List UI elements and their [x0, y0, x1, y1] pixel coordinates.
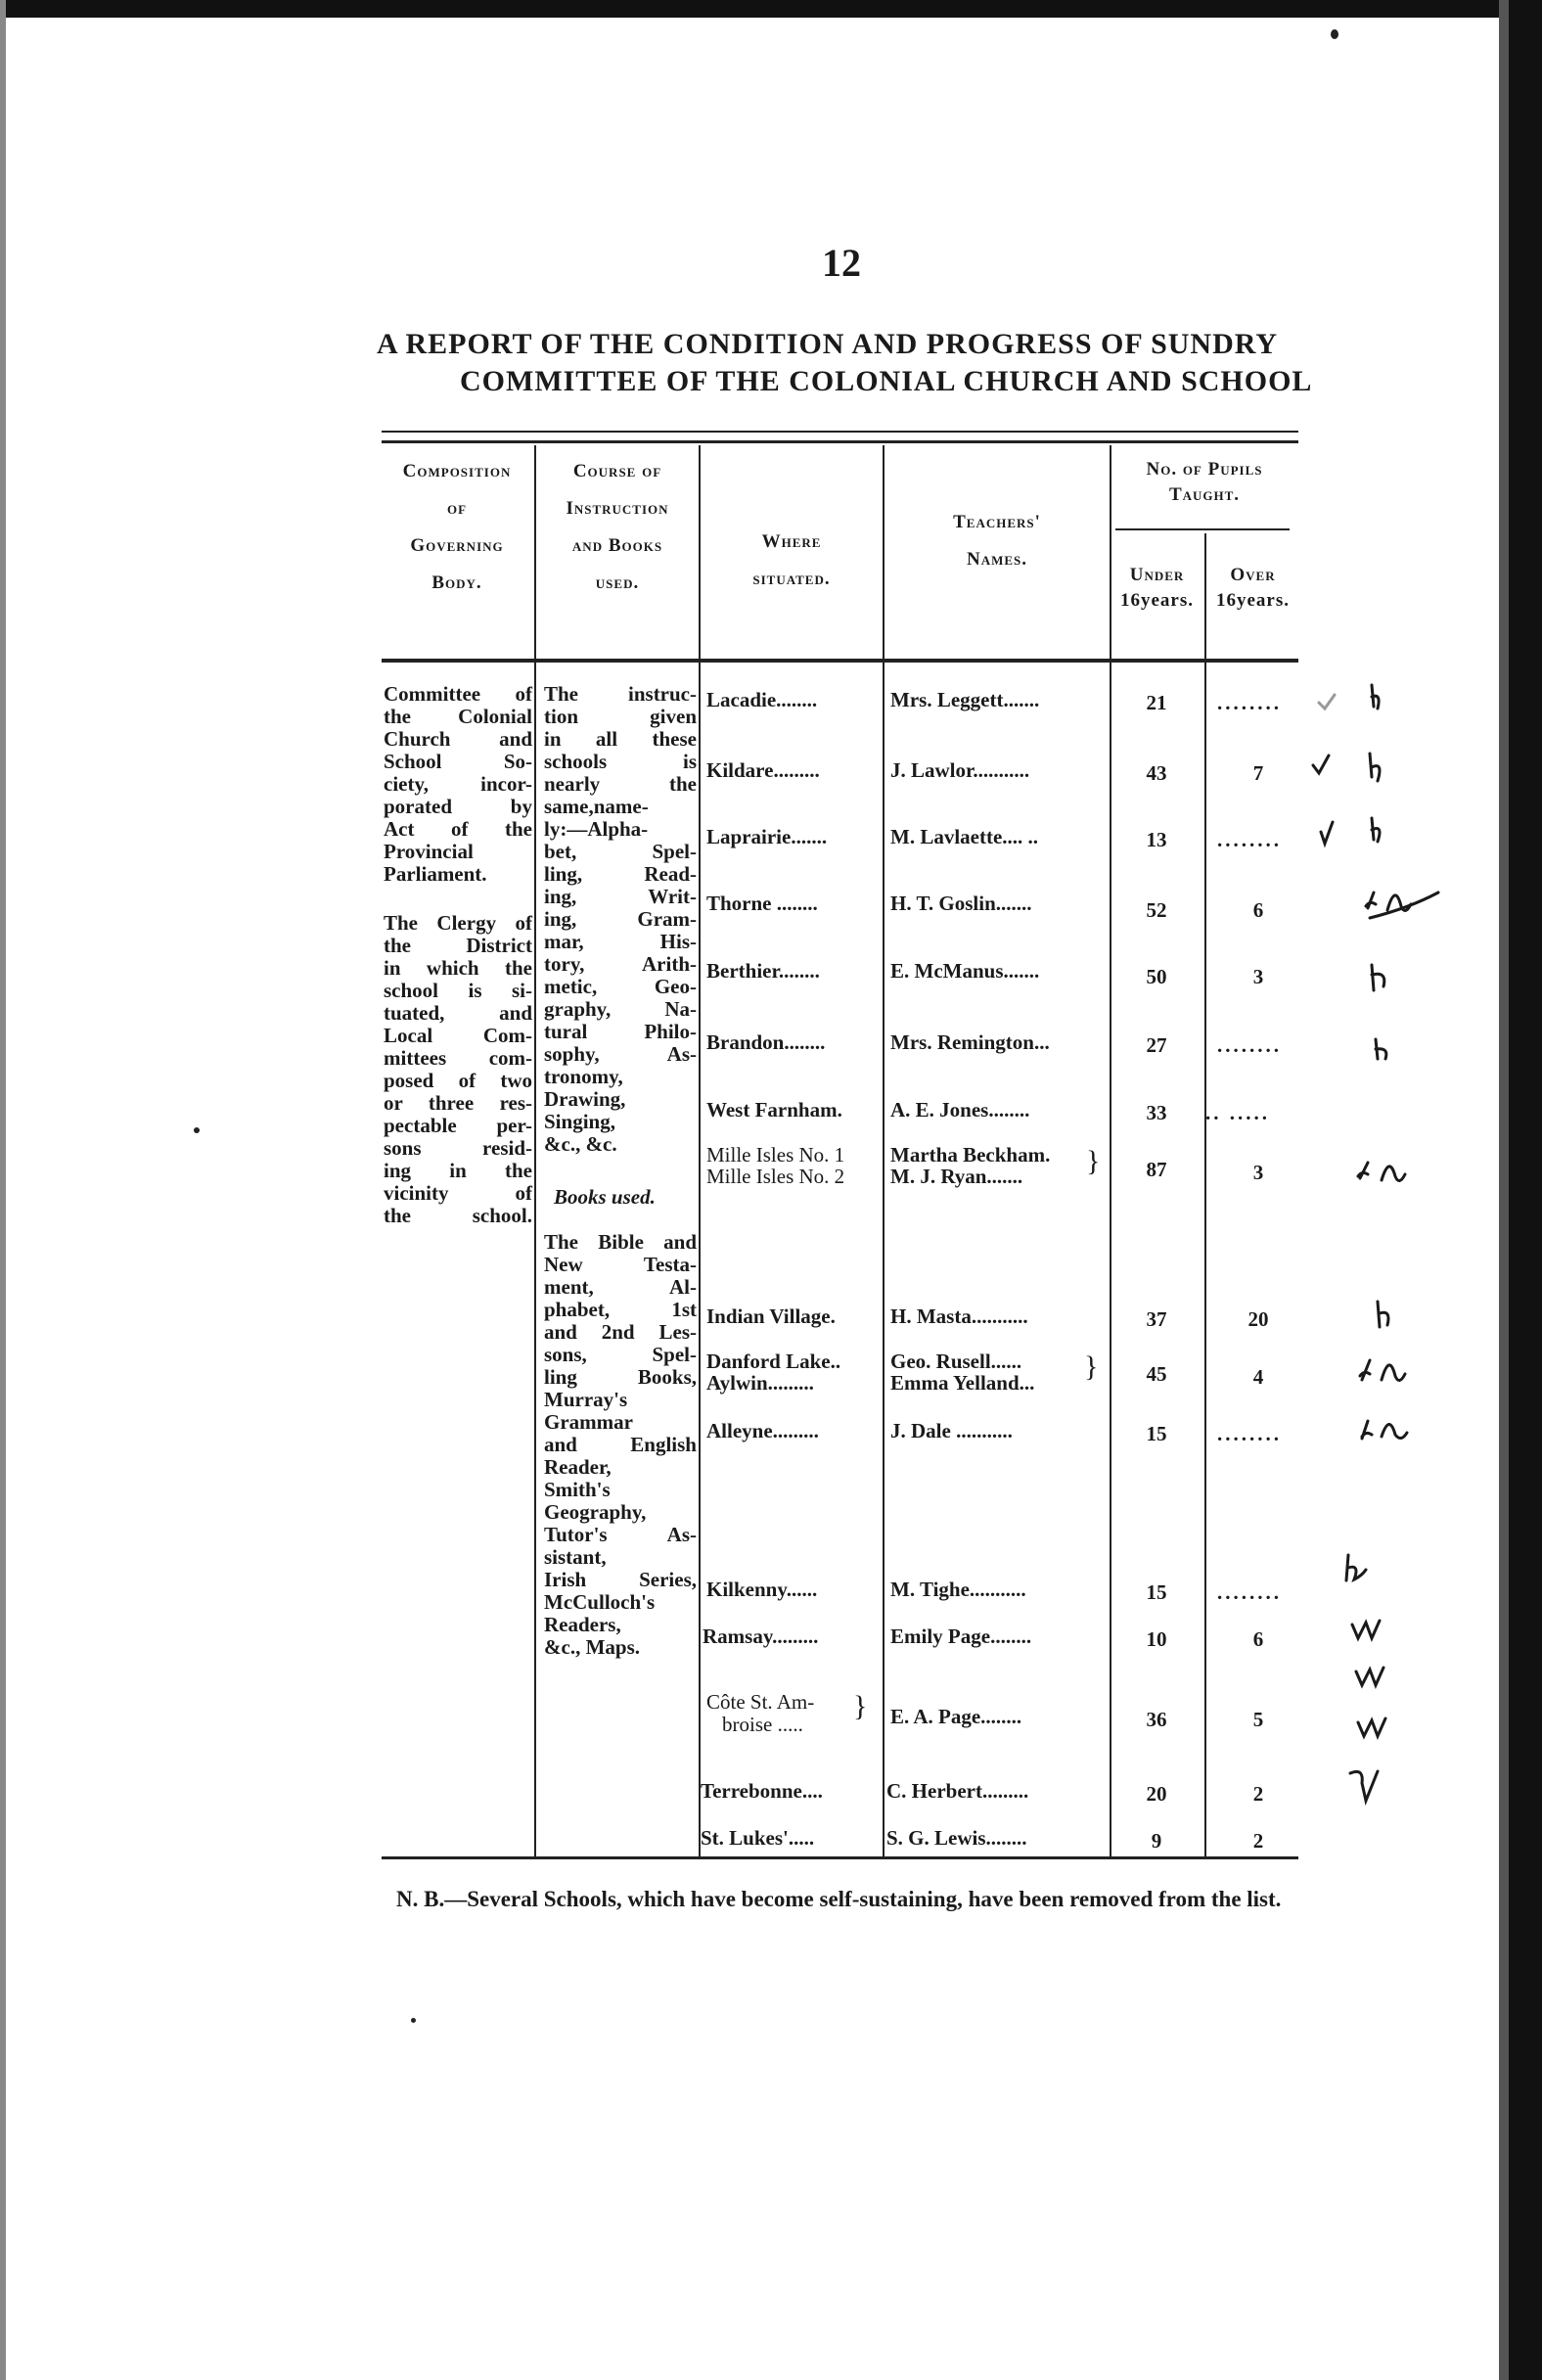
- teacher-cell: J. Lawlor...........: [890, 758, 1030, 782]
- col-divider-4: [1110, 445, 1111, 1856]
- teacher-cell-2: Emma Yelland...: [890, 1371, 1035, 1395]
- teacher-cell: E. A. Page........: [890, 1705, 1022, 1728]
- teacher-cell: J. Dale ...........: [890, 1419, 1013, 1442]
- header-pupils-taught: No. of Pupils Taught.: [1146, 459, 1263, 505]
- under-16-cell: 9: [1151, 1829, 1162, 1853]
- place-cell: Thorne ........: [706, 892, 818, 915]
- table-top-rule-2: [382, 440, 1298, 443]
- teacher-cell: H. Masta...........: [890, 1304, 1028, 1328]
- over-16-cell: 2: [1252, 1782, 1264, 1806]
- scan-edge-top: [0, 0, 1542, 18]
- over-16-cell: ........: [1217, 828, 1282, 851]
- speck: [194, 1127, 200, 1133]
- place-cell: Mille Isles No. 1: [706, 1143, 845, 1167]
- place-cell: St. Lukes'.....: [701, 1826, 815, 1850]
- teacher-cell: E. McManus.......: [890, 959, 1040, 983]
- place-cell: Laprairie.......: [706, 825, 828, 848]
- teacher-cell: Martha Beckham.: [890, 1143, 1051, 1167]
- under-16-cell: 45: [1146, 1362, 1167, 1386]
- scan-edge-right-shadow: [1499, 0, 1509, 2380]
- place-cell: Danford Lake..: [706, 1350, 841, 1373]
- teacher-cell: M. Tighe...........: [890, 1578, 1026, 1601]
- pupils-sub-rule: [1115, 528, 1290, 530]
- place-cell-2: Aylwin.........: [706, 1371, 814, 1395]
- speck: [411, 2018, 416, 2023]
- place-cell: Kilkenny......: [706, 1578, 818, 1601]
- under-16-cell: 37: [1146, 1307, 1167, 1331]
- col-divider-5: [1204, 533, 1206, 1856]
- table-bottom-rule: [382, 1856, 1298, 1859]
- teacher-cell-2: M. J. Ryan.......: [890, 1165, 1023, 1188]
- over-16-cell: ........: [1217, 691, 1282, 714]
- scan-edge-right: [1509, 0, 1542, 2380]
- under-16-cell: 10: [1146, 1627, 1167, 1651]
- over-16-cell: ........: [1217, 1033, 1282, 1057]
- under-16-cell: 52: [1146, 898, 1167, 922]
- over-16-cell: ........: [1217, 1422, 1282, 1445]
- course-instruction-text: The instruc- tion given in all these schools is nearly the same,name- ly:—Alpha- bet, Spel- ling, Read- ing, Writ- ing, Gram- mar, His- tory, Arith- metic, Geo- graphy, Na- tural Philo- sophy, As- tronomy, Drawing, Singing, &c., &c.: [544, 682, 697, 1156]
- report-title-line-2: COMMITTEE OF THE COLONIAL CHURCH AND SCHOOL: [460, 365, 1313, 397]
- over-16-cell: 3: [1252, 1161, 1264, 1184]
- composition-text-clergy: The Clergy of the District in which the school is si- tuated, and Local Com- mittees com- posed of two or three res- pectable per- sons resid- ing in the vicinity of the school.: [384, 911, 532, 1227]
- over-16-cell: .. .....: [1205, 1101, 1270, 1124]
- under-16-cell: 13: [1146, 828, 1167, 851]
- brace-icon: }: [1086, 1145, 1101, 1177]
- col-divider-2: [699, 445, 701, 1856]
- teacher-cell: Emily Page........: [890, 1625, 1032, 1648]
- teacher-cell: M. Lavlaette.... ..: [890, 825, 1039, 848]
- teacher-cell: H. T. Goslin.......: [890, 892, 1032, 915]
- under-16-cell: 36: [1146, 1708, 1167, 1731]
- over-16-cell: 6: [1252, 898, 1264, 922]
- scan-edge-left: [0, 0, 6, 2380]
- col-divider-1: [534, 445, 536, 1856]
- header-course: Course of Instruction and Books used.: [566, 461, 669, 593]
- over-16-cell: 2: [1252, 1829, 1264, 1853]
- composition-text-committee: Committee of the Colonial Church and School So- ciety, incor- porated by Act of the Provincial Parliament.: [384, 682, 532, 886]
- col-divider-3: [883, 445, 884, 1856]
- teacher-cell: S. G. Lewis........: [886, 1826, 1027, 1850]
- header-under-16: Under 16years.: [1119, 565, 1194, 611]
- footnote-nb: N. B.—Several Schools, which have become self-sustaining, have been removed from the list.: [396, 1887, 1282, 1911]
- place-cell: West Farnham.: [706, 1098, 842, 1121]
- header-teachers-names: Teachers' Names.: [953, 512, 1041, 570]
- teacher-cell: Mrs. Leggett.......: [890, 688, 1040, 711]
- books-used-label: Books used.: [554, 1185, 656, 1209]
- under-16-cell: 15: [1146, 1422, 1167, 1445]
- brace-icon: }: [1084, 1350, 1099, 1383]
- place-cell: Kildare.........: [706, 758, 820, 782]
- over-16-cell: 3: [1252, 965, 1264, 988]
- over-16-cell: 20: [1247, 1307, 1269, 1331]
- handwritten-margin-marks: [1301, 675, 1477, 1850]
- under-16-cell: 21: [1146, 691, 1167, 714]
- page-number: 12: [822, 241, 861, 285]
- under-16-cell: 15: [1146, 1580, 1167, 1604]
- place-cell: Ramsay.........: [703, 1625, 819, 1648]
- under-16-cell: 33: [1146, 1101, 1167, 1124]
- under-16-cell: 50: [1146, 965, 1167, 988]
- over-16-cell: 5: [1252, 1708, 1264, 1731]
- header-where-situated: Where situated.: [752, 531, 831, 589]
- place-cell: Brandon........: [706, 1030, 826, 1054]
- place-cell: Côte St. Am-: [706, 1690, 815, 1714]
- under-16-cell: 87: [1146, 1158, 1167, 1181]
- teacher-cell: Mrs. Remington...: [890, 1030, 1050, 1054]
- place-cell: Alleyne.........: [706, 1419, 819, 1442]
- header-composition: Composition of Governing Body.: [402, 461, 512, 593]
- place-cell-2: broise .....: [722, 1713, 803, 1736]
- place-cell-2: Mille Isles No. 2: [706, 1165, 845, 1188]
- teacher-cell: A. E. Jones........: [890, 1098, 1030, 1121]
- table-top-rule: [382, 431, 1298, 433]
- over-16-cell: 6: [1252, 1627, 1264, 1651]
- teacher-cell: Geo. Rusell......: [890, 1350, 1022, 1373]
- over-16-cell: 4: [1252, 1365, 1264, 1389]
- teacher-cell: C. Herbert.........: [886, 1779, 1029, 1803]
- books-used-text: The Bible and New Testa- ment, Al- phabet, 1st and 2nd Les- sons, Spel- ling Books, Murray's Grammar and English Reader, Smith's Geography, Tutor's As- sistant, Irish Series, McCulloch's Readers, &c., Maps.: [544, 1230, 697, 1659]
- place-cell: Indian Village.: [706, 1304, 836, 1328]
- header-bottom-rule: [382, 659, 1298, 663]
- speck: [1331, 29, 1338, 39]
- report-title-line-1: A REPORT OF THE CONDITION AND PROGRESS OF SUNDRY: [377, 328, 1279, 360]
- over-16-cell: 7: [1252, 761, 1264, 785]
- place-cell: Lacadie........: [706, 688, 818, 711]
- under-16-cell: 20: [1146, 1782, 1167, 1806]
- place-cell: Berthier........: [706, 959, 820, 983]
- under-16-cell: 43: [1146, 761, 1167, 785]
- header-over-16: Over 16years.: [1215, 565, 1290, 611]
- under-16-cell: 27: [1146, 1033, 1167, 1057]
- place-cell: Terrebonne....: [701, 1779, 823, 1803]
- brace-icon: }: [853, 1690, 868, 1722]
- over-16-cell: ........: [1217, 1580, 1282, 1604]
